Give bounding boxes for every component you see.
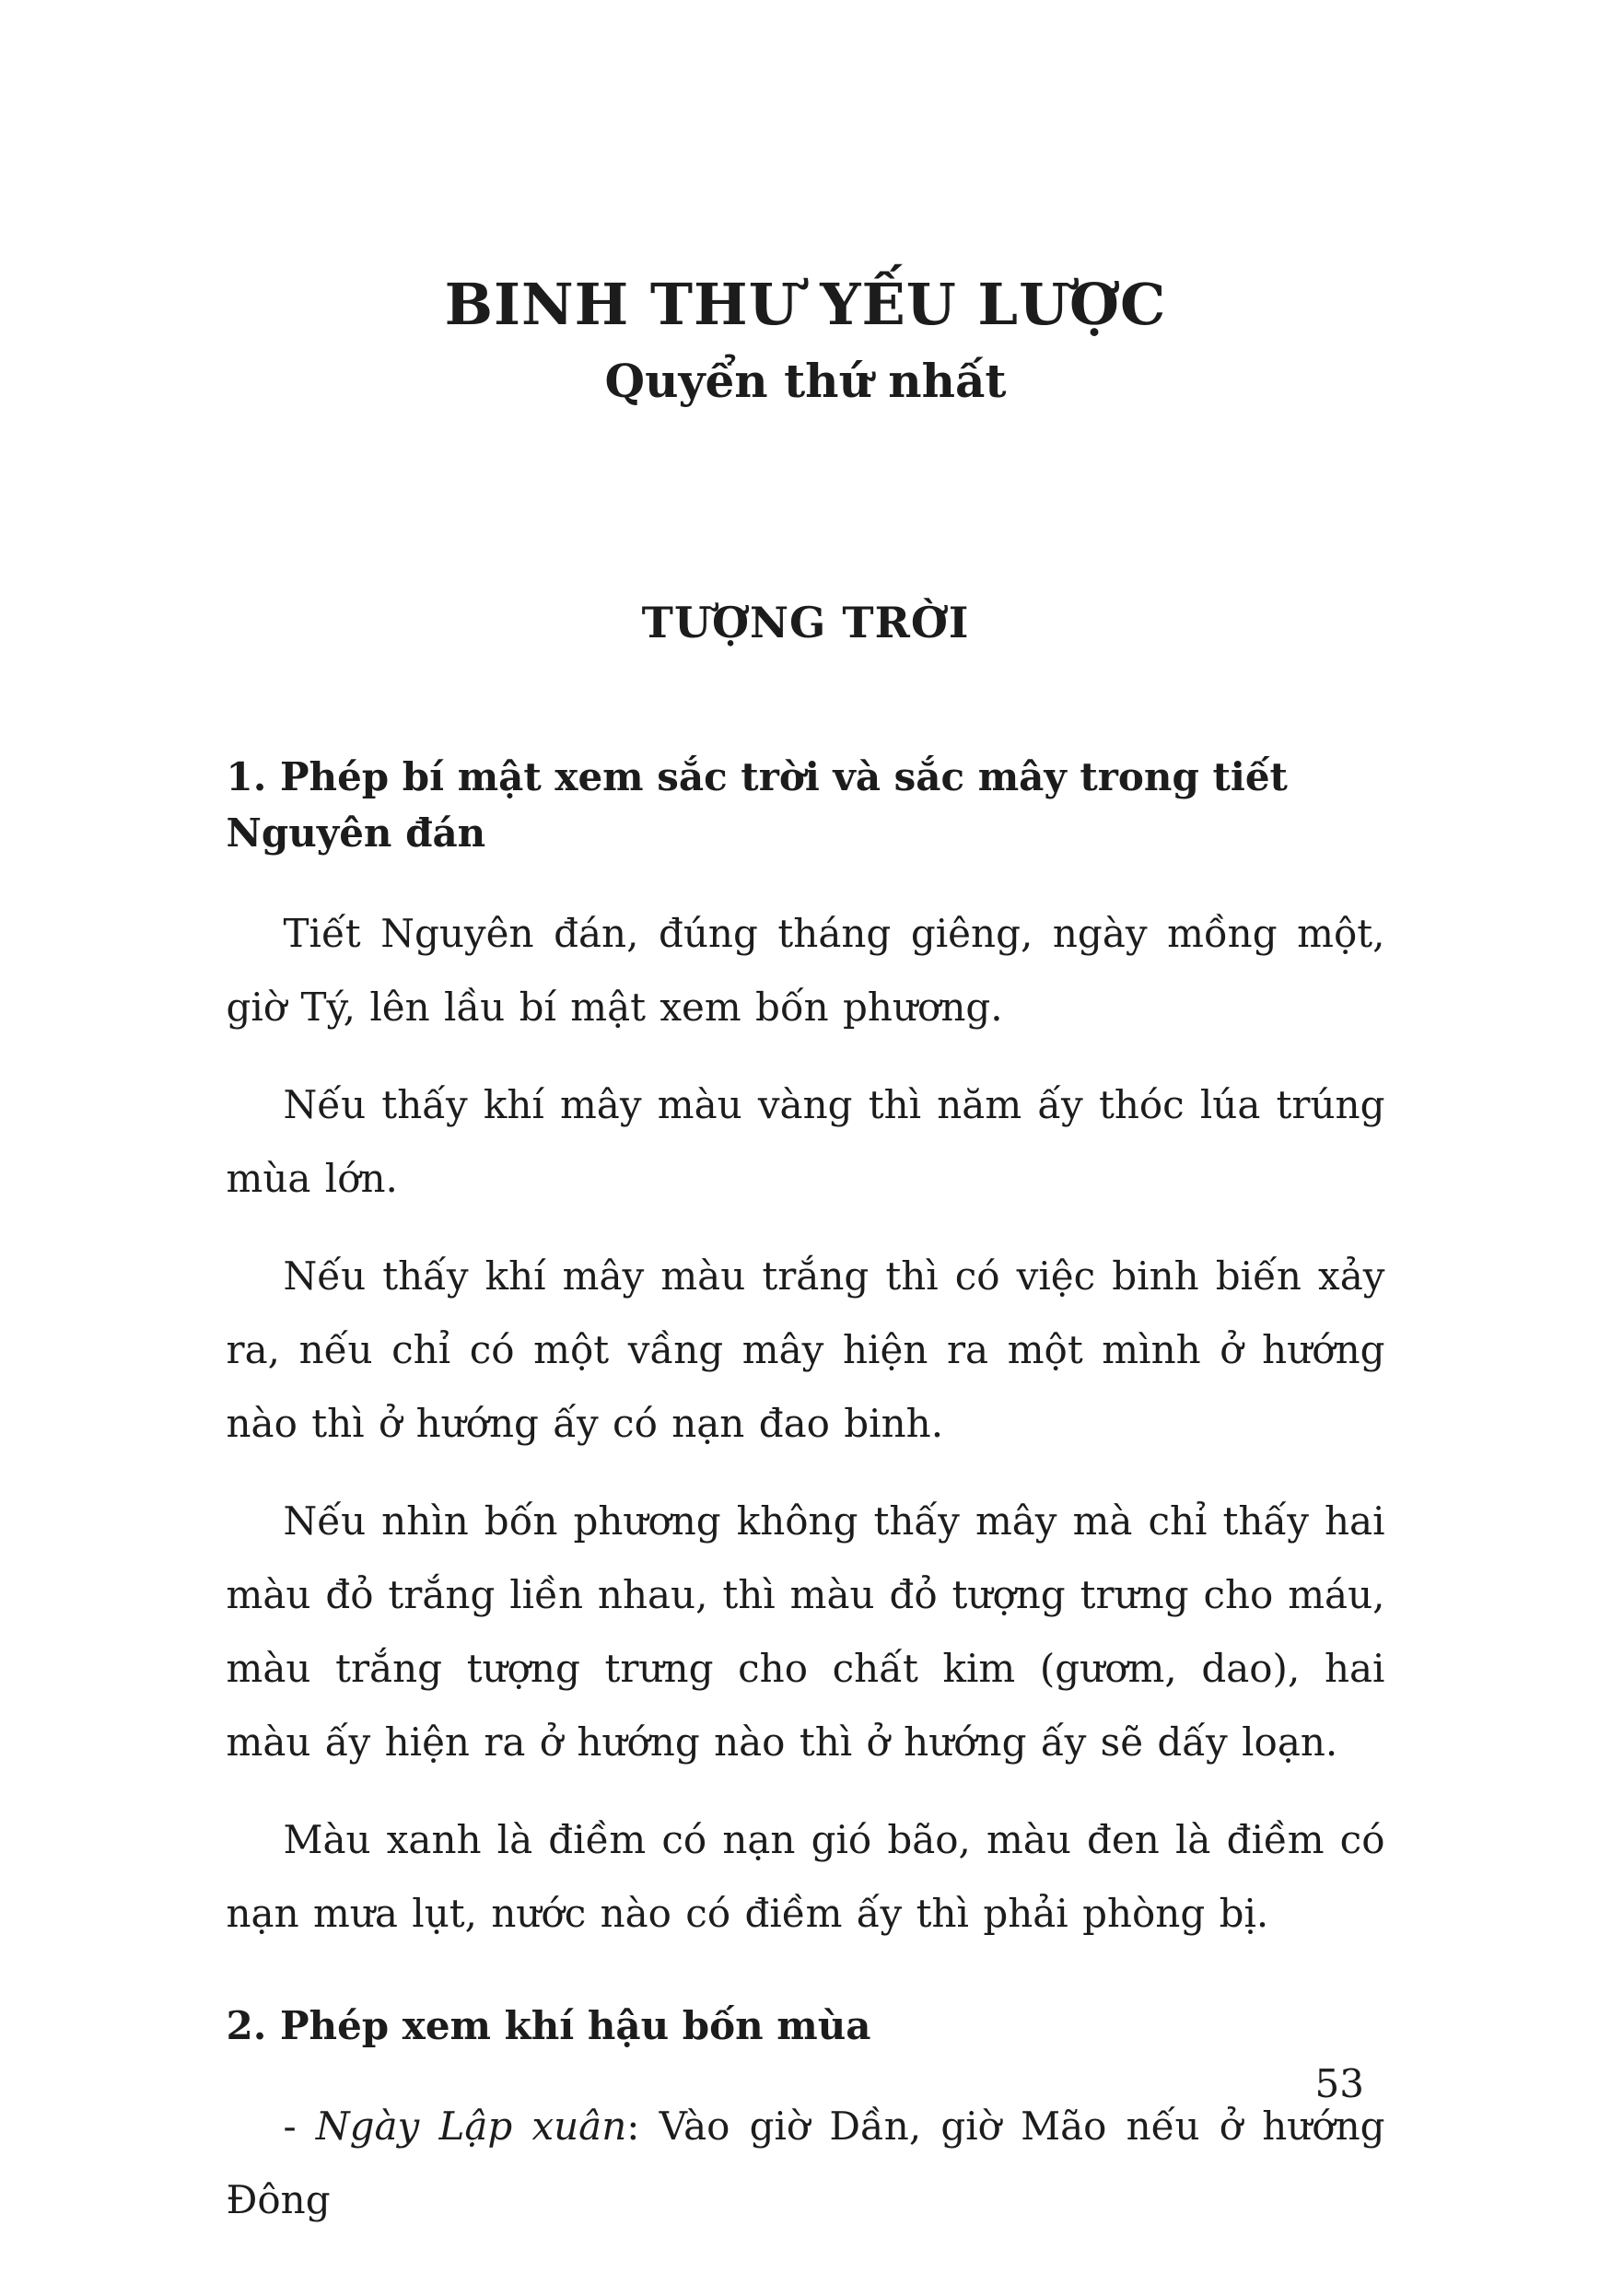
paragraph: Nếu thấy khí mây màu trắng thì có việc binh biến xảy ra, nếu chỉ có một vầng mây hiện ra một mình ở hướng nào thì ở hướng ấy có nạn đao binh. (226, 1253, 1385, 1447)
paragraph: Tiết Nguyên đán, đúng tháng giêng, ngày mồng một, giờ Tý, lên lầu bí mật xem bốn phương. (226, 911, 1385, 1031)
paragraph: Nếu thấy khí mây màu vàng thì năm ấy thóc lúa trúng mùa lớn. (226, 1082, 1385, 1202)
paragraph (227, 2090, 1385, 2237)
page-number: 53 (1314, 2061, 1364, 2106)
chapter-heading: TƯỢNG TRỜI (641, 598, 970, 648)
line-rest: : Vào giờ Dần, giờ Mão nếu ở hướng Đông (226, 2104, 1385, 2223)
term-italic: Ngày Lập xuân (315, 2104, 627, 2150)
paragraph: Nếu nhìn bốn phương không thấy mây mà chỉ thấy hai màu đỏ trắng liền nhau, thì màu đỏ tượng trưng cho máu, màu trắng tượng trưng cho chất kim (gươm, dao), hai màu ấy hiện ra ở hướng nào thì ở hướng ấy sẽ dấy loạn. (226, 1498, 1385, 1766)
text-block (227, 0, 1385, 2237)
book-title: BINH THƯ YẾU LƯỢC (444, 271, 1167, 338)
volume-subtitle: Quyển thứ nhất (604, 354, 1007, 409)
section-heading-2: 2. Phép xem khí hậu bốn mùa (226, 2003, 871, 2049)
paragraph: Màu xanh là điềm có nạn gió bão, màu đen là điềm có nạn mưa lụt, nước nào có điềm ấy thì phải phòng bị. (226, 1817, 1385, 1937)
dash-prefix: - (283, 2104, 316, 2150)
section-heading-1: 1. Phép bí mật xem sắc trời và sắc mây trong tiết Nguyên đán (226, 754, 1288, 857)
